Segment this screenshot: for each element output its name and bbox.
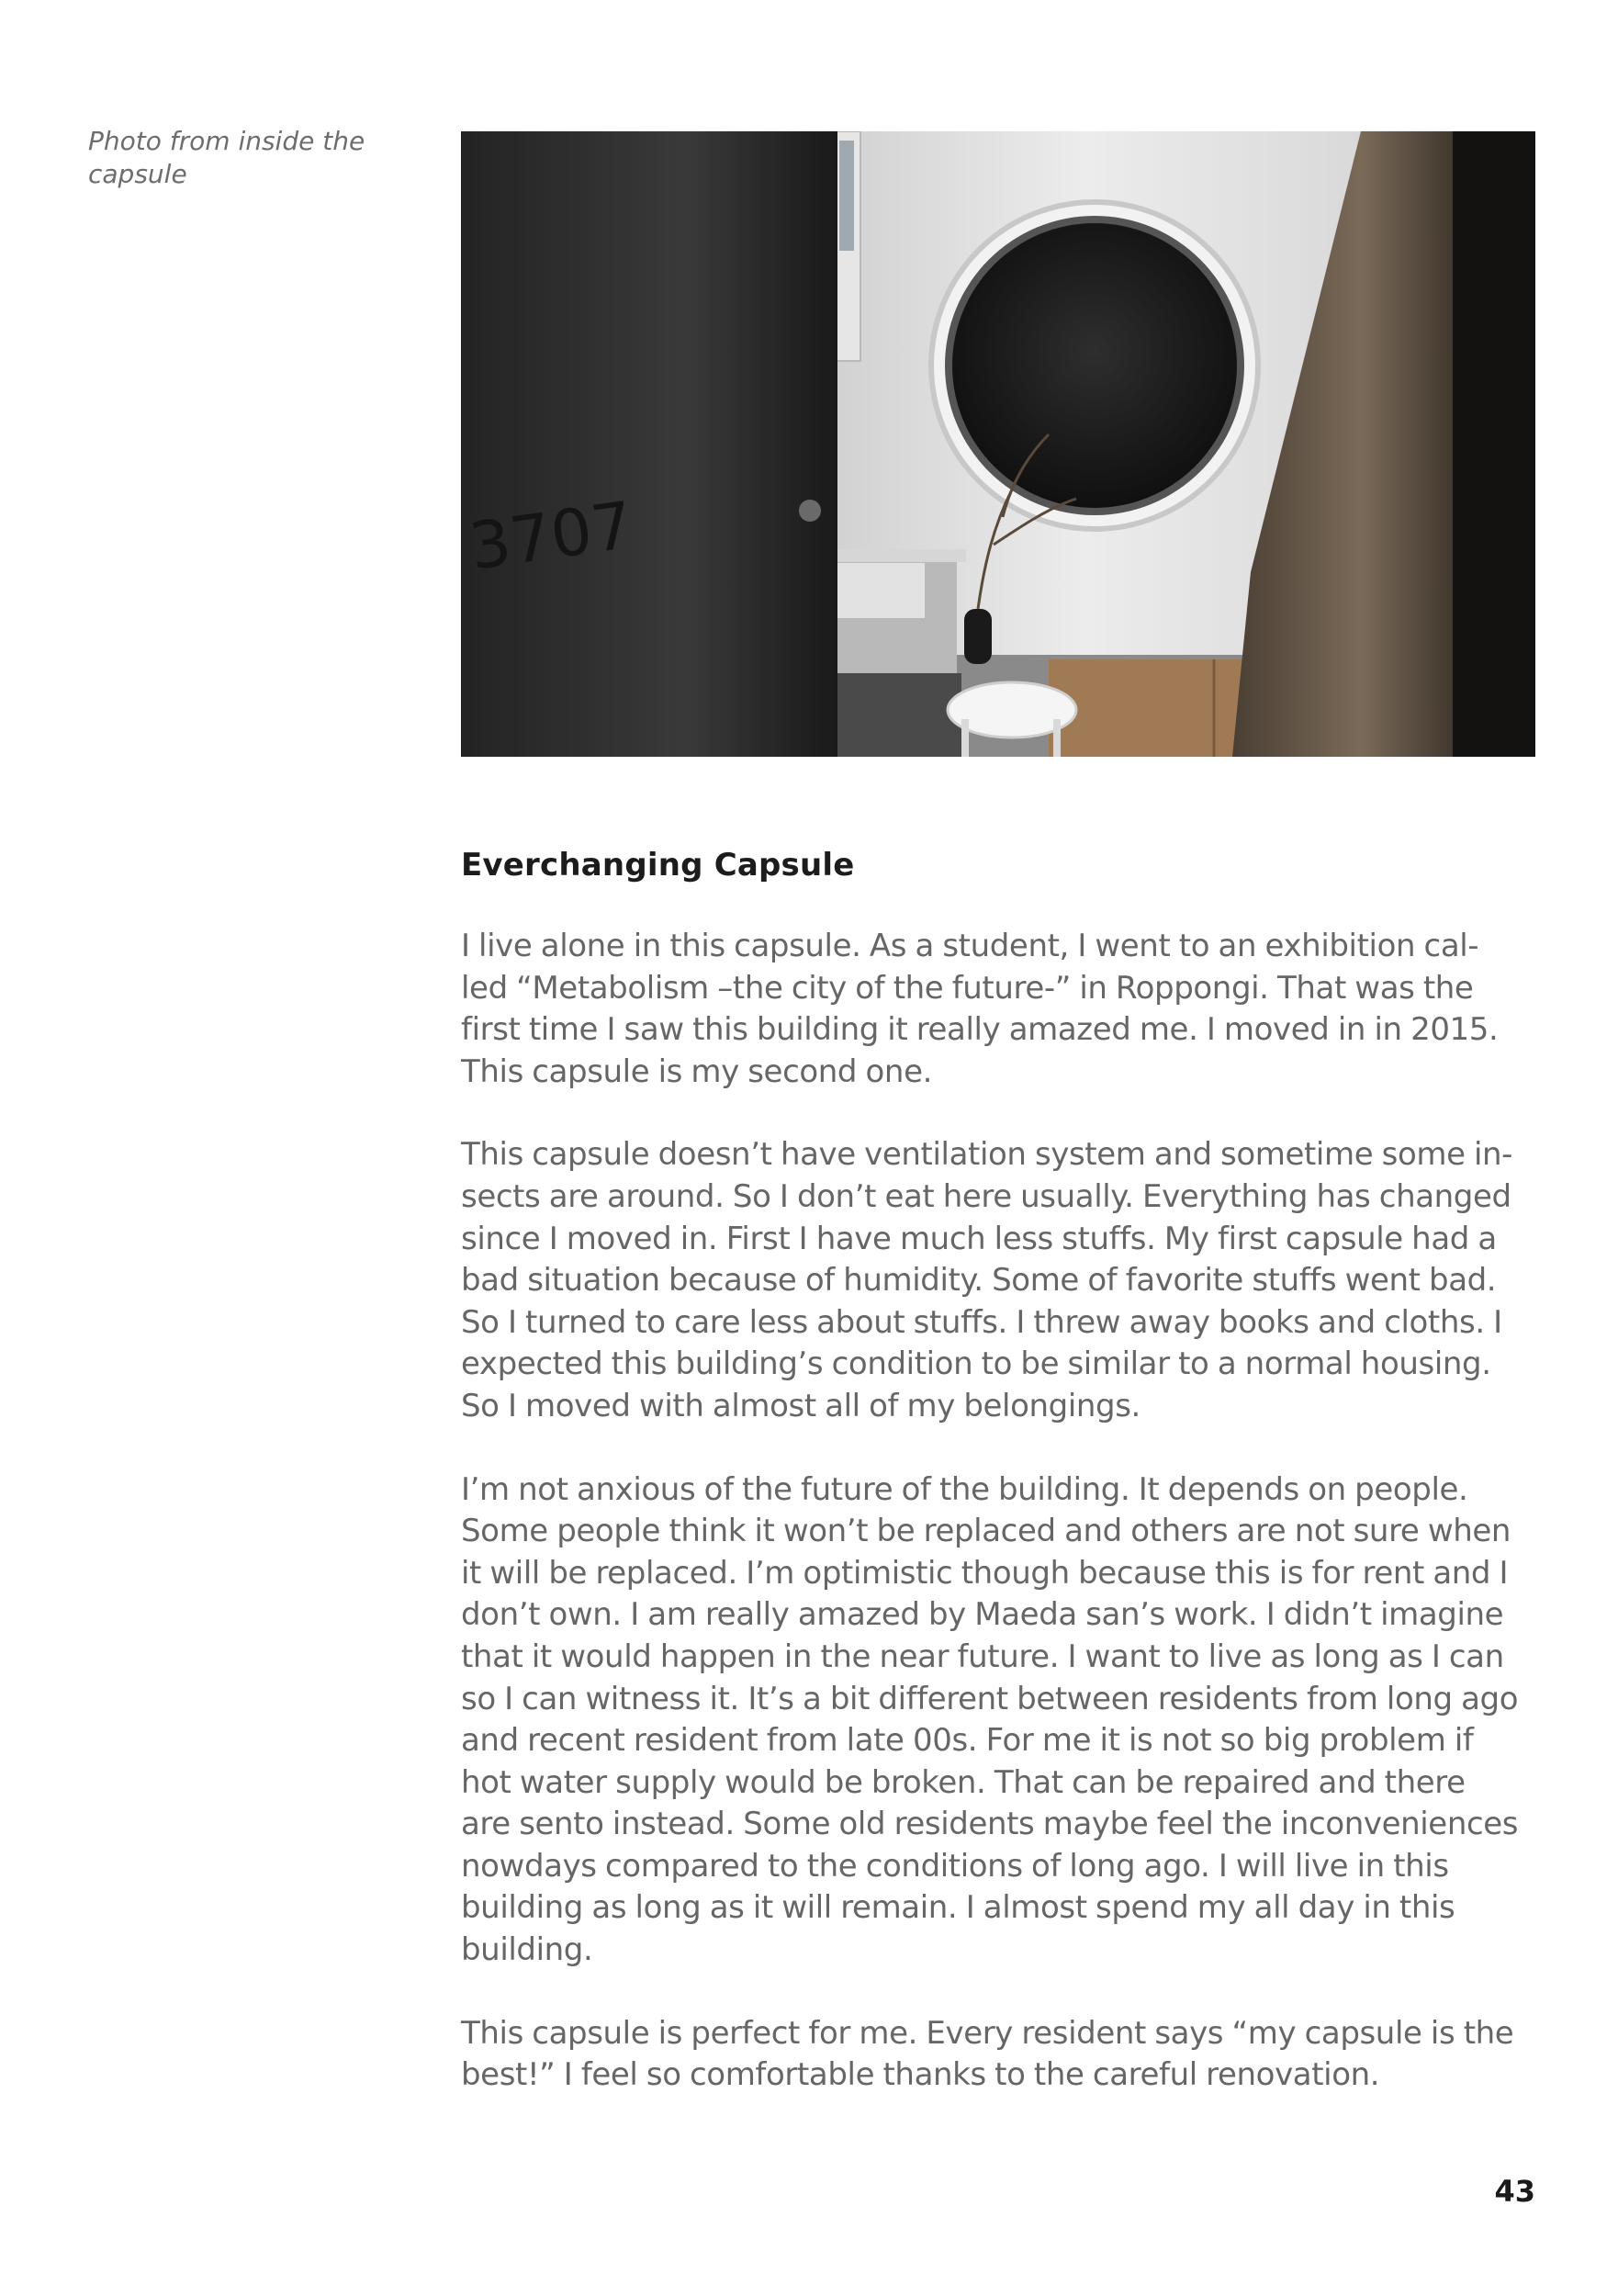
article-heading: Everchanging Capsule xyxy=(461,847,855,884)
text-line: best!” I feel so comfortable thanks to the careful renovation. xyxy=(461,2056,1380,2094)
article-body xyxy=(461,926,1554,2138)
text-line: This capsule is perfect for me. Every resident says “my capsule is the xyxy=(461,2014,1514,2052)
text-line: that it would happen in the near future. I want to live as long as I can xyxy=(461,1638,1504,1675)
text-line: bad situation because of humidity. Some of favorite stuffs went bad. xyxy=(461,1262,1497,1300)
text-line: So I turned to care less about stuffs. I threw away books and cloths. I xyxy=(461,1303,1502,1341)
text-line: since I moved in. First I have much less stuffs. My first capsule had a xyxy=(461,1220,1497,1257)
capsule-interior-photo xyxy=(461,131,1535,757)
text-line: Some people think it won’t be replaced and others are not sure when xyxy=(461,1513,1511,1550)
page-number: 43 xyxy=(1494,2174,1535,2209)
text-line: it will be replaced. I’m optimistic though because this is for rent and I xyxy=(461,1554,1509,1592)
text-line: so I can witness it. It’s a bit different between residents from long ago xyxy=(461,1680,1519,1717)
text-line: I live alone in this capsule. As a student, I went to an exhibition cal- xyxy=(461,928,1479,964)
text-line: hot water supply would be broken. That can be repaired and there xyxy=(461,1763,1466,1801)
paragraph-1 xyxy=(461,926,1554,1093)
text-line: are sento instead. Some old residents maybe feel the inconveniences xyxy=(461,1806,1519,1843)
paragraph-3 xyxy=(461,1469,1554,1972)
text-line: sects are around. So I don’t eat here usually. Everything has changed xyxy=(461,1177,1511,1215)
text-line: building as long as it will remain. I almost spend my all day in this xyxy=(461,1889,1455,1927)
capsule-interior-image xyxy=(461,131,1535,757)
text-line: expected this building’s condition to be similar to a normal housing. xyxy=(461,1345,1491,1383)
text-line: don’t own. I am really amazed by Maeda san’s work. I didn’t imagine xyxy=(461,1596,1504,1634)
text-line: So I moved with almost all of my belongings. xyxy=(461,1387,1140,1424)
paragraph-2 xyxy=(461,1134,1554,1427)
text-line: led “Metabolism –the city of the future-” in Roppongi. That was the xyxy=(461,969,1474,1007)
text-line: This capsule doesn’t have ventilation system and sometime some in- xyxy=(461,1136,1513,1174)
text-line: This capsule is my second one. xyxy=(461,1052,932,1090)
text-line: first time I saw this building it really amazed me. I moved in in 2015. xyxy=(461,1011,1499,1049)
text-line: and recent resident from late 00s. For me it is not so big problem if xyxy=(461,1722,1474,1760)
text-line: I’m not anxious of the future of the building. It depends on people. xyxy=(461,1470,1468,1508)
paragraph-4 xyxy=(461,2013,1554,2097)
photo-caption: Photo from inside the capsule xyxy=(88,126,365,189)
text-line: nowdays compared to the conditions of long ago. I will live in this xyxy=(461,1847,1449,1885)
door-number: 3707 xyxy=(465,487,638,585)
text-line: building. xyxy=(461,1931,593,1969)
